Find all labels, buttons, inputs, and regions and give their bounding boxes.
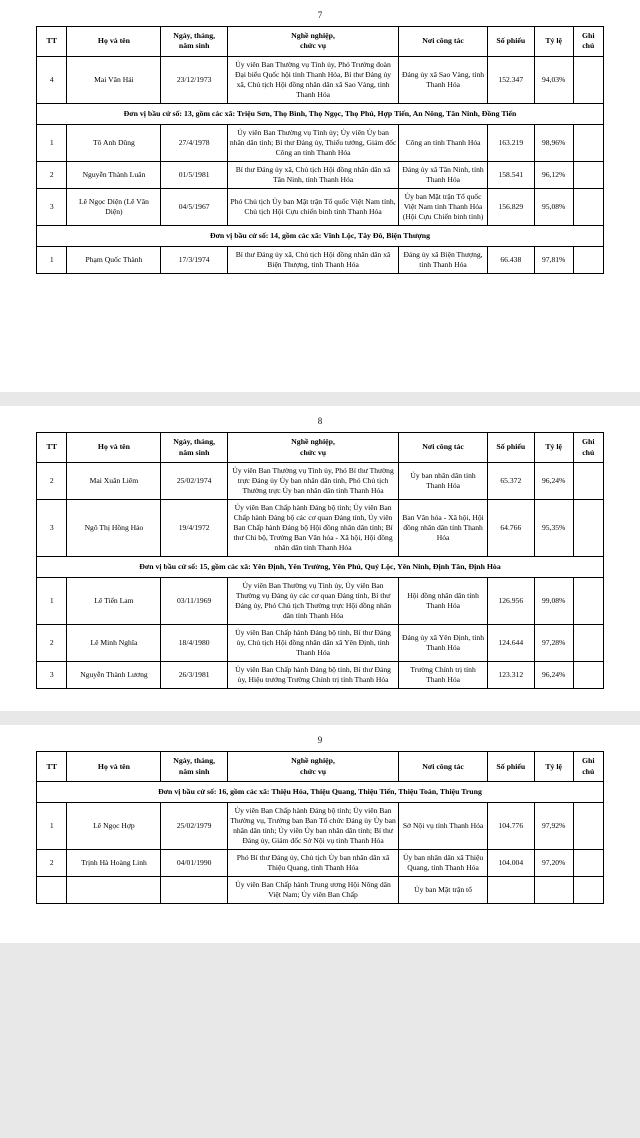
page-number: 7 (317, 10, 323, 20)
cell-rate (534, 877, 573, 904)
header-tt: TT (37, 752, 67, 782)
cell-votes (487, 877, 534, 904)
header-rate: Tỷ lệ (534, 752, 573, 782)
header-job: Nghề nghiệp, chức vụ (227, 752, 398, 782)
cell-tt: 2 (37, 161, 67, 188)
cell-job: Ủy viên Ban Chấp hành Trung ương Hội Nông dân Việt Nam; Ủy viên Ban Chấp (227, 877, 398, 904)
cell-work: Ủy ban Mặt trận Tổ quốc Việt Nam tỉnh Thanh Hóa (Hội Cựu Chiến binh tỉnh) (399, 188, 488, 225)
cell-job: Ủy viên Ban Thường vụ Tỉnh ủy, Phó Bí thư Thường trực Đảng ủy Ủy ban nhân dân tỉnh, Phó Chủ tịch Thường trực Ủy ban nhân dân tỉnh Thanh Hóa (227, 462, 398, 499)
cell-tt: 3 (37, 499, 67, 556)
header-votes: Số phiếu (487, 752, 534, 782)
cell-work: Công an tỉnh Thanh Hóa (399, 124, 488, 161)
cell-work: Ủy ban Mặt trận tổ (399, 877, 488, 904)
cell-name: Nguyễn Thành Luân (67, 161, 161, 188)
cell-dob: 26/3/1981 (161, 662, 227, 689)
candidate-table (36, 751, 604, 904)
table-row (37, 462, 604, 499)
cell-job: Ủy viên Ban Chấp hành Đảng bộ tỉnh, Bí thư Đảng ủy, Hiệu trưởng Trường Chính trị tỉnh Thanh Hóa (227, 662, 398, 689)
electoral-unit-row (37, 226, 604, 247)
cell-note (573, 188, 603, 225)
cell-name: Lê Tiến Lam (67, 578, 161, 625)
table-row (37, 578, 604, 625)
cell-work: Trường Chính trị tỉnh Thanh Hóa (399, 662, 488, 689)
cell-rate: 96,12% (534, 161, 573, 188)
document-page (0, 406, 640, 711)
cell-job: Phó Chủ tịch Ủy ban Mặt trận Tổ quốc Việt Nam tỉnh, Chủ tịch Hội Cựu chiến binh tỉnh Thanh Hóa (227, 188, 398, 225)
page-bottom-whitespace (36, 274, 604, 370)
cell-votes: 158.541 (487, 161, 534, 188)
electoral-unit-row (37, 557, 604, 578)
cell-note (573, 877, 603, 904)
cell-tt: 4 (37, 56, 67, 103)
header-job: Nghề nghiệp, chức vụ (227, 433, 398, 463)
table-row (37, 803, 604, 850)
cell-note (573, 578, 603, 625)
table-header-row (37, 752, 604, 782)
table-row (37, 161, 604, 188)
cell-work: Đảng ủy xã Sao Vàng, tỉnh Thanh Hóa (399, 56, 488, 103)
cell-tt: 3 (37, 188, 67, 225)
table-row (37, 662, 604, 689)
cell-job: Phó Bí thư Đảng ủy, Chủ tịch Ủy ban nhân dân xã Thiệu Quang, tỉnh Thanh Hóa (227, 850, 398, 877)
cell-job: Ủy viên Ban Thường vụ Tỉnh ủy; Ủy viên Ủy ban nhân dân tỉnh; Bí thư Đảng ủy, Thiếu tướng, Giám đốc Công an tỉnh Thanh Hóa (227, 124, 398, 161)
cell-work: Ủy ban nhân dân xã Thiệu Quang, tỉnh Thanh Hóa (399, 850, 488, 877)
cell-note (573, 247, 603, 274)
cell-job: Ủy viên Ban Thường vụ Tỉnh ủy, Phó Trưởng đoàn Đại biểu Quốc hội tỉnh Thanh Hóa, Bí thư Đảng ủy xã, Chủ tịch Hội đồng nhân dân xã Sao Vàng, tỉnh Thanh Hóa (227, 56, 398, 103)
cell-job: Ủy viên Ban Chấp hành Đảng bộ tỉnh, Bí thư Đảng ủy, Chủ tịch Hội đồng nhân dân xã Yên Định, tỉnh Thanh Hóa (227, 625, 398, 662)
table-row (37, 56, 604, 103)
header-tt: TT (37, 27, 67, 57)
cell-name: Tô Anh Dũng (67, 124, 161, 161)
header-note: Ghi chú (573, 27, 603, 57)
cell-rate: 98,96% (534, 124, 573, 161)
candidate-table (36, 26, 604, 274)
cell-job: Ủy viên Ban Thường vụ Tỉnh ủy, Ủy viên Ban Thường vụ Đảng ủy các cơ quan Đảng tỉnh, Bí thư Đảng ủy, Phó Chủ tịch Thường trực Hội đồng nhân dân tỉnh Thanh Hóa (227, 578, 398, 625)
header-dob: Ngày, tháng, năm sinh (161, 433, 227, 463)
cell-work: Đảng ủy xã Yên Định, tỉnh Thanh Hóa (399, 625, 488, 662)
cell-job: Bí thư Đảng ủy xã, Chủ tịch Hội đồng nhân dân xã Biện Thượng, tỉnh Thanh Hóa (227, 247, 398, 274)
cell-dob: 25/02/1979 (161, 803, 227, 850)
cell-tt: 1 (37, 124, 67, 161)
cell-tt: 2 (37, 625, 67, 662)
cell-work: Ủy ban nhân dân tỉnh Thanh Hóa (399, 462, 488, 499)
table-row (37, 499, 604, 556)
cell-rate: 96,24% (534, 662, 573, 689)
header-note: Ghi chú (573, 433, 603, 463)
table-header-row (37, 27, 604, 57)
cell-votes: 163.219 (487, 124, 534, 161)
cell-name: Lê Ngọc Hợp (67, 803, 161, 850)
electoral-unit-row (37, 103, 604, 124)
table-row (37, 877, 604, 904)
cell-note (573, 662, 603, 689)
cell-votes: 104.776 (487, 803, 534, 850)
cell-name (67, 877, 161, 904)
header-work: Nơi công tác (399, 752, 488, 782)
cell-dob: 17/3/1974 (161, 247, 227, 274)
cell-name: Mai Xuân Liêm (67, 462, 161, 499)
header-note: Ghi chú (573, 752, 603, 782)
cell-work: Ban Văn hóa - Xã hội, Hội đồng nhân dân tỉnh Thanh Hóa (399, 499, 488, 556)
header-name: Họ và tên (67, 752, 161, 782)
cell-work: Đảng ủy xã Biện Thượng, tỉnh Thanh Hóa (399, 247, 488, 274)
cell-name: Lê Ngọc Diện (Lê Văn Diện) (67, 188, 161, 225)
table-row (37, 625, 604, 662)
header-name: Họ và tên (67, 433, 161, 463)
cell-name: Ngô Thị Hồng Hảo (67, 499, 161, 556)
cell-note (573, 850, 603, 877)
table-row (37, 188, 604, 225)
cell-tt: 1 (37, 247, 67, 274)
cell-rate: 95,08% (534, 188, 573, 225)
cell-dob: 18/4/1980 (161, 625, 227, 662)
cell-dob: 25/02/1974 (161, 462, 227, 499)
cell-name: Nguyễn Thành Lương (67, 662, 161, 689)
cell-rate: 94,03% (534, 56, 573, 103)
cell-job: Bí thư Đảng ủy xã, Chủ tịch Hội đồng nhân dân xã Tân Ninh, tỉnh Thanh Hóa (227, 161, 398, 188)
cell-work: Đảng ủy xã Tân Ninh, tỉnh Thanh Hóa (399, 161, 488, 188)
header-votes: Số phiếu (487, 433, 534, 463)
cell-dob: 04/5/1967 (161, 188, 227, 225)
table-row (37, 124, 604, 161)
cell-note (573, 499, 603, 556)
cell-votes: 65.372 (487, 462, 534, 499)
cell-votes: 152.347 (487, 56, 534, 103)
header-votes: Số phiếu (487, 27, 534, 57)
cell-rate: 97,81% (534, 247, 573, 274)
cell-note (573, 625, 603, 662)
table-row (37, 247, 604, 274)
cell-votes: 104.004 (487, 850, 534, 877)
table-row (37, 850, 604, 877)
cell-work: Hội đồng nhân dân tỉnh Thanh Hóa (399, 578, 488, 625)
header-work: Nơi công tác (399, 433, 488, 463)
cell-dob: 03/11/1969 (161, 578, 227, 625)
cell-tt (37, 877, 67, 904)
cell-tt: 1 (37, 803, 67, 850)
cell-tt: 2 (37, 462, 67, 499)
cell-note (573, 124, 603, 161)
cell-dob: 27/4/1978 (161, 124, 227, 161)
page-number: 9 (317, 735, 323, 746)
cell-note (573, 56, 603, 103)
table-header-row (37, 433, 604, 463)
cell-tt: 3 (37, 662, 67, 689)
electoral-unit-label: Đơn vị bầu cử số: 16, gồm các xã: Thiệu Hóa, Thiệu Quang, Thiệu Tiến, Thiệu Toán, Thiệu Trung (37, 782, 604, 803)
cell-dob: 23/12/1973 (161, 56, 227, 103)
cell-job: Ủy viên Ban Chấp hành Đảng bộ tỉnh; Ủy viên Ban Thường vụ, Trưởng ban Ban Tổ chức Đảng ủy Ủy ban nhân dân tỉnh; Ủy viên Ủy ban nhân dân tỉnh; Bí thư Đảng ủy, Giám đốc Sở Nội vụ tỉnh Thanh Hóa (227, 803, 398, 850)
electoral-unit-label: Đơn vị bầu cử số: 13, gồm các xã: Triệu Sơn, Thọ Bình, Thọ Ngọc, Thọ Phú, Hợp Tiến, An Nông, Tân Ninh, Đồng Tiến (37, 103, 604, 124)
document-page (0, 0, 640, 392)
cell-note (573, 462, 603, 499)
cell-tt: 1 (37, 578, 67, 625)
cell-note (573, 161, 603, 188)
electoral-unit-row (37, 782, 604, 803)
cell-votes: 123.312 (487, 662, 534, 689)
cell-rate: 96,24% (534, 462, 573, 499)
cell-dob: 19/4/1972 (161, 499, 227, 556)
cell-rate: 97,28% (534, 625, 573, 662)
header-tt: TT (37, 433, 67, 463)
header-dob: Ngày, tháng, năm sinh (161, 752, 227, 782)
cell-name: Lê Minh Nghĩa (67, 625, 161, 662)
cell-votes: 156.829 (487, 188, 534, 225)
cell-job: Ủy viên Ban Chấp hành Đảng bộ tỉnh; Ủy viên Ban Chấp hành Đảng bộ các cơ quan Đảng tỉnh, Ủy viên Ban Chấp hành Đảng bộ Hội đồng nhân dân tỉnh; Bí thư Chi bộ, Trưởng Ban Văn hóa - Xã hội, Hội đồng nhân dân tỉnh Thanh Hóa (227, 499, 398, 556)
header-name: Họ và tên (67, 27, 161, 57)
cell-votes: 66.438 (487, 247, 534, 274)
cell-name: Mai Văn Hải (67, 56, 161, 103)
cell-tt: 2 (37, 850, 67, 877)
cell-note (573, 803, 603, 850)
header-job: Nghề nghiệp, chức vụ (227, 27, 398, 57)
cell-dob: 01/5/1981 (161, 161, 227, 188)
electoral-unit-label: Đơn vị bầu cử số: 14, gồm các xã: Vĩnh Lộc, Tây Đô, Biện Thượng (37, 226, 604, 247)
cell-rate: 97,92% (534, 803, 573, 850)
cell-dob: 04/01/1990 (161, 850, 227, 877)
cell-rate: 99,08% (534, 578, 573, 625)
page-number: 8 (317, 416, 323, 427)
header-work: Nơi công tác (399, 27, 488, 57)
header-dob: Ngày, tháng, năm sinh (161, 27, 227, 57)
cell-votes: 124.644 (487, 625, 534, 662)
cell-votes: 64.766 (487, 499, 534, 556)
cell-name: Phạm Quốc Thành (67, 247, 161, 274)
header-rate: Tỷ lệ (534, 27, 573, 57)
candidate-table (36, 432, 604, 689)
cell-dob (161, 877, 227, 904)
header-rate: Tỷ lệ (534, 433, 573, 463)
cell-votes: 126.956 (487, 578, 534, 625)
cell-work: Sở Nội vụ tỉnh Thanh Hóa (399, 803, 488, 850)
electoral-unit-label: Đơn vị bầu cử số: 15, gồm các xã: Yên Định, Yên Trường, Yên Phú, Quý Lộc, Yên Ninh, Định Tân, Định Hòa (37, 557, 604, 578)
cell-rate: 97,20% (534, 850, 573, 877)
cell-name: Trịnh Hà Hoàng Linh (67, 850, 161, 877)
document-page (0, 725, 640, 943)
cell-rate: 95,35% (534, 499, 573, 556)
